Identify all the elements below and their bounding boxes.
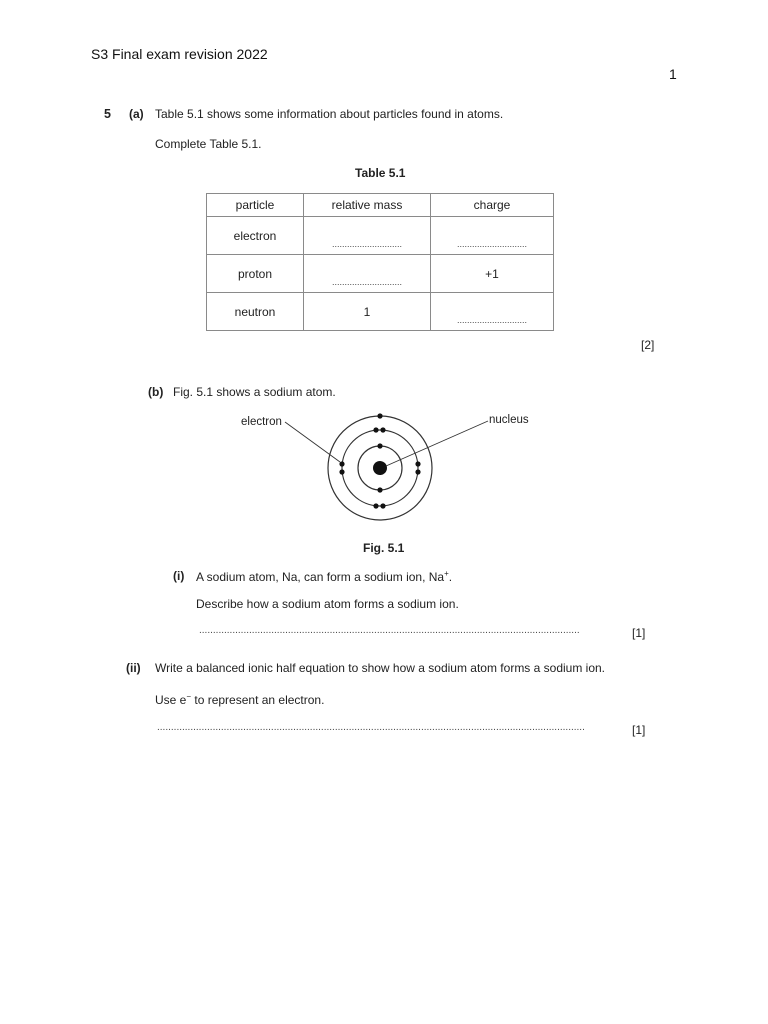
electron-dot xyxy=(339,469,344,474)
electron-dot xyxy=(373,427,378,432)
electron-dot xyxy=(377,413,382,418)
part-ii-superscript: − xyxy=(186,692,192,701)
figure-label-electron: electron xyxy=(241,416,282,428)
part-i-text xyxy=(196,569,452,584)
part-ii-instruction xyxy=(155,692,324,707)
answer-blank: ............................ xyxy=(331,277,403,287)
electron-dot xyxy=(380,427,385,432)
electron-dot xyxy=(377,443,382,448)
page-number: 1 xyxy=(669,66,677,82)
electron-pointer-line xyxy=(285,422,340,462)
part-ii-text: Write a balanced ionic half equation to show how a sodium atom forms a sodium ion. xyxy=(155,661,606,675)
part-a-instruction: Complete Table 5.1. xyxy=(155,137,262,151)
electron-dot xyxy=(339,461,344,466)
part-i-text-end: . xyxy=(448,570,453,584)
figure-caption: Fig. 5.1 xyxy=(363,541,405,555)
electron-dot xyxy=(415,469,420,474)
answer-blank: ............................ xyxy=(456,239,528,249)
answer-blank: ............................ xyxy=(456,315,528,325)
question-number: 5 xyxy=(104,107,111,121)
table-header-cell: particle xyxy=(207,194,304,217)
part-i-text-main: A sodium atom, Na, can form a sodium ion, Na xyxy=(196,570,445,584)
part-i-label: (i) xyxy=(173,569,185,583)
document-header: S3 Final exam revision 2022 xyxy=(91,46,268,62)
part-a-text: Table 5.1 shows some information about particles found in atoms. xyxy=(155,107,504,121)
figure-label-nucleus: nucleus xyxy=(489,414,529,426)
table-cell: proton xyxy=(207,255,304,293)
table-header-cell: charge xyxy=(431,194,554,217)
part-ii-label: (ii) xyxy=(126,661,141,675)
part-a-label: (a) xyxy=(129,107,144,121)
nucleus-dot xyxy=(373,461,387,475)
nucleus-pointer-line xyxy=(386,421,488,466)
part-ii-instruction-start: Use e xyxy=(155,693,187,707)
part-a-marks: [2] xyxy=(641,338,655,352)
electron-dot xyxy=(380,503,385,508)
part-i-answer-line[interactable]: ......................................................................................................................................... xyxy=(199,625,580,636)
part-b-text: Fig. 5.1 shows a sodium atom. xyxy=(173,385,336,399)
part-i-marks: [1] xyxy=(632,626,646,640)
electron-dot xyxy=(373,503,378,508)
table-cell: 1 xyxy=(304,293,431,331)
table-cell: +1 xyxy=(431,255,554,293)
table-cell: neutron xyxy=(207,293,304,331)
part-i-superscript: + xyxy=(444,569,449,578)
part-ii-marks: [1] xyxy=(632,723,646,737)
part-i-instruction: Describe how a sodium atom forms a sodium ion. xyxy=(196,597,459,611)
table-title: Table 5.1 xyxy=(355,166,406,180)
electron-dot xyxy=(415,461,420,466)
part-ii-instruction-end: to represent an electron. xyxy=(191,693,325,707)
part-b-label: (b) xyxy=(148,385,164,399)
table-cell: electron xyxy=(207,217,304,255)
table-header-cell: relative mass xyxy=(304,194,431,217)
part-ii-answer-line[interactable]: .......................................................................................................................................................... xyxy=(157,722,585,733)
electron-dot xyxy=(377,487,382,492)
answer-blank: ............................ xyxy=(331,239,403,249)
